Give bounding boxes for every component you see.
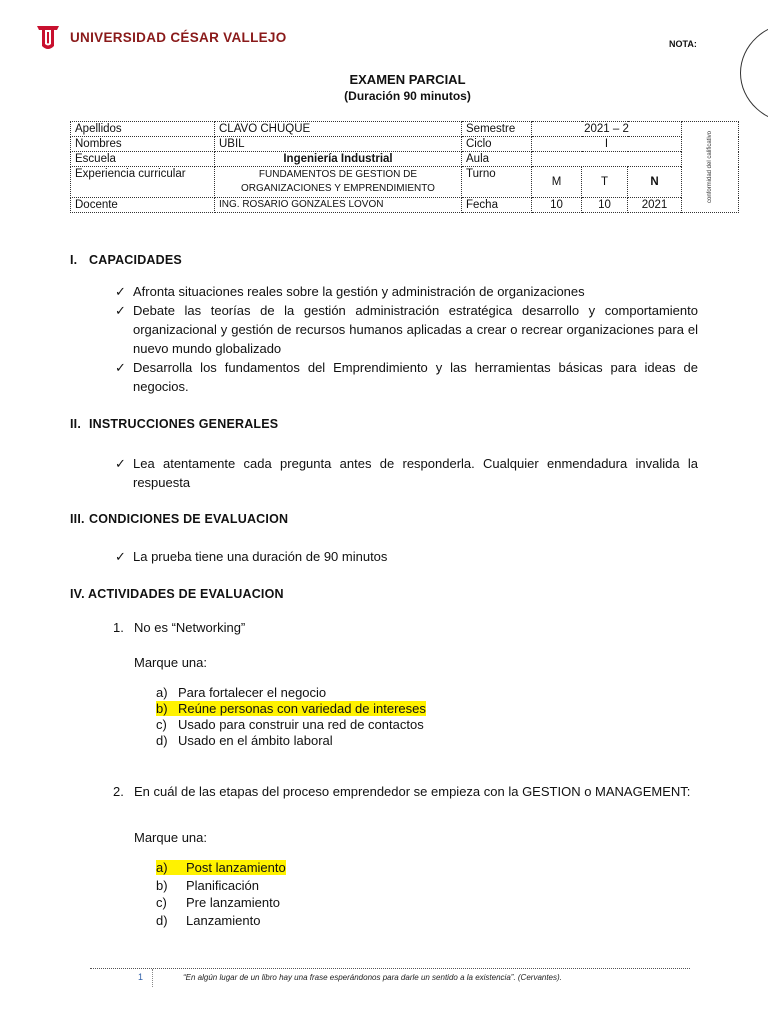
capacidad-item: ✓ Debate las teorías de la gestión administración estratégica desarrollo y comportamiento organizacional y gestión de recursos humanos aplicadas a crear o recrear organizaciones para el nuevo mundo globalizado <box>115 303 698 356</box>
option-d[interactable]: d) Usado en el ámbito laboral <box>156 733 333 748</box>
marque-una-label: Marque una: <box>134 830 207 845</box>
fecha-month: 10 <box>582 198 628 213</box>
fecha-day: 10 <box>532 198 582 213</box>
nota-label: NOTA: <box>669 39 697 49</box>
option-b[interactable]: b) Planificación <box>156 878 259 893</box>
section-instrucciones-heading: II. INSTRUCCIONES GENERALES <box>70 417 279 431</box>
semestre-value: 2021 – 2 <box>532 122 682 137</box>
section-actividades-heading: IV. ACTIVIDADES DE EVALUACION <box>70 587 284 601</box>
turno-t: T <box>582 167 628 198</box>
check-icon: ✓ <box>115 549 126 564</box>
turno-label: Turno <box>462 167 532 198</box>
marque-una-label: Marque una: <box>134 655 207 670</box>
nombres-label: Nombres <box>71 137 215 152</box>
nombres-value: UBIL <box>215 137 462 152</box>
apellidos-label: Apellidos <box>71 122 215 137</box>
footer-separator <box>152 969 153 987</box>
turno-m: M <box>532 167 582 198</box>
docente-value: ING. ROSARIO GONZALES LOVON <box>215 198 462 213</box>
exam-title: EXAMEN PARCIAL <box>349 72 466 87</box>
check-icon: ✓ <box>115 360 126 375</box>
ucv-logo-icon <box>36 24 60 54</box>
option-a[interactable]: a) Para fortalecer el negocio <box>156 685 327 700</box>
escuela-label: Escuela <box>71 152 215 167</box>
question-text: No es “Networking” <box>134 620 246 635</box>
section-capacidades-heading: I. CAPACIDADES <box>70 253 182 267</box>
section-condiciones-heading: III. CONDICIONES DE EVALUACION <box>70 512 289 526</box>
footer-divider <box>90 968 690 969</box>
capacidad-item: ✓ Afronta situaciones reales sobre la gestión y administración de organizaciones <box>115 284 585 299</box>
ciclo-value: I <box>532 137 682 152</box>
experiencia-value: FUNDAMENTOS DE GESTION DE ORGANIZACIONES Y EMPRENDIMIENTO <box>215 167 462 198</box>
option-a-selected[interactable]: a) Post lanzamiento <box>156 860 286 875</box>
question-number: 1. <box>113 620 124 635</box>
condicion-item: ✓ La prueba tiene una duración de 90 minutos <box>115 549 388 564</box>
fecha-label: Fecha <box>462 198 532 213</box>
check-icon: ✓ <box>115 303 126 318</box>
question-number: 2. <box>113 784 124 799</box>
docente-label: Docente <box>71 198 215 213</box>
exam-duration: (Duración 90 minutos) <box>344 89 471 103</box>
page-number: 1 <box>138 972 144 982</box>
university-name: UNIVERSIDAD CÉSAR VALLEJO <box>70 30 287 45</box>
semestre-label: Semestre <box>462 122 532 137</box>
question-text: En cuál de las etapas del proceso emprendedor se empieza con la GESTION o MANAGEMENT: <box>134 784 691 799</box>
question-1 <box>113 619 698 637</box>
capacidad-item: ✓ Desarrolla los fundamentos del Emprendimiento y las herramientas básicas para ideas de negocios. <box>115 360 698 394</box>
apellidos-value: CLAVO CHUQUE <box>215 122 462 137</box>
question-2 <box>113 783 698 801</box>
check-icon: ✓ <box>115 284 126 299</box>
instruccion-item: ✓ Lea atentamente cada pregunta antes de responderla. Cualquier enmendadura invalida la respuesta <box>115 456 698 490</box>
experiencia-label: Experiencia curricular <box>71 167 215 198</box>
option-d[interactable]: d) Lanzamiento <box>156 913 261 928</box>
option-c[interactable]: c) Usado para construir una red de contactos <box>156 717 424 732</box>
footer-quote: “En algún lugar de un libro hay una frase esperándonos para darle un sentido a la existencia”. (Cervantes). <box>183 973 562 982</box>
escuela-value: Ingeniería Industrial <box>215 152 462 167</box>
turno-n: N <box>628 167 682 198</box>
conformidad-cell <box>682 122 739 213</box>
option-b-selected[interactable]: b) Reúne personas con variedad de intereses <box>156 701 426 716</box>
ciclo-label: Ciclo <box>462 137 532 152</box>
fecha-year: 2021 <box>628 198 682 213</box>
aula-label: Aula <box>462 152 532 167</box>
aula-value <box>532 152 682 167</box>
conformidad-text: conformidad del calificativo <box>707 130 713 204</box>
option-c[interactable]: c) Pre lanzamiento <box>156 895 280 910</box>
check-icon: ✓ <box>115 456 126 471</box>
student-info-table <box>70 121 739 213</box>
